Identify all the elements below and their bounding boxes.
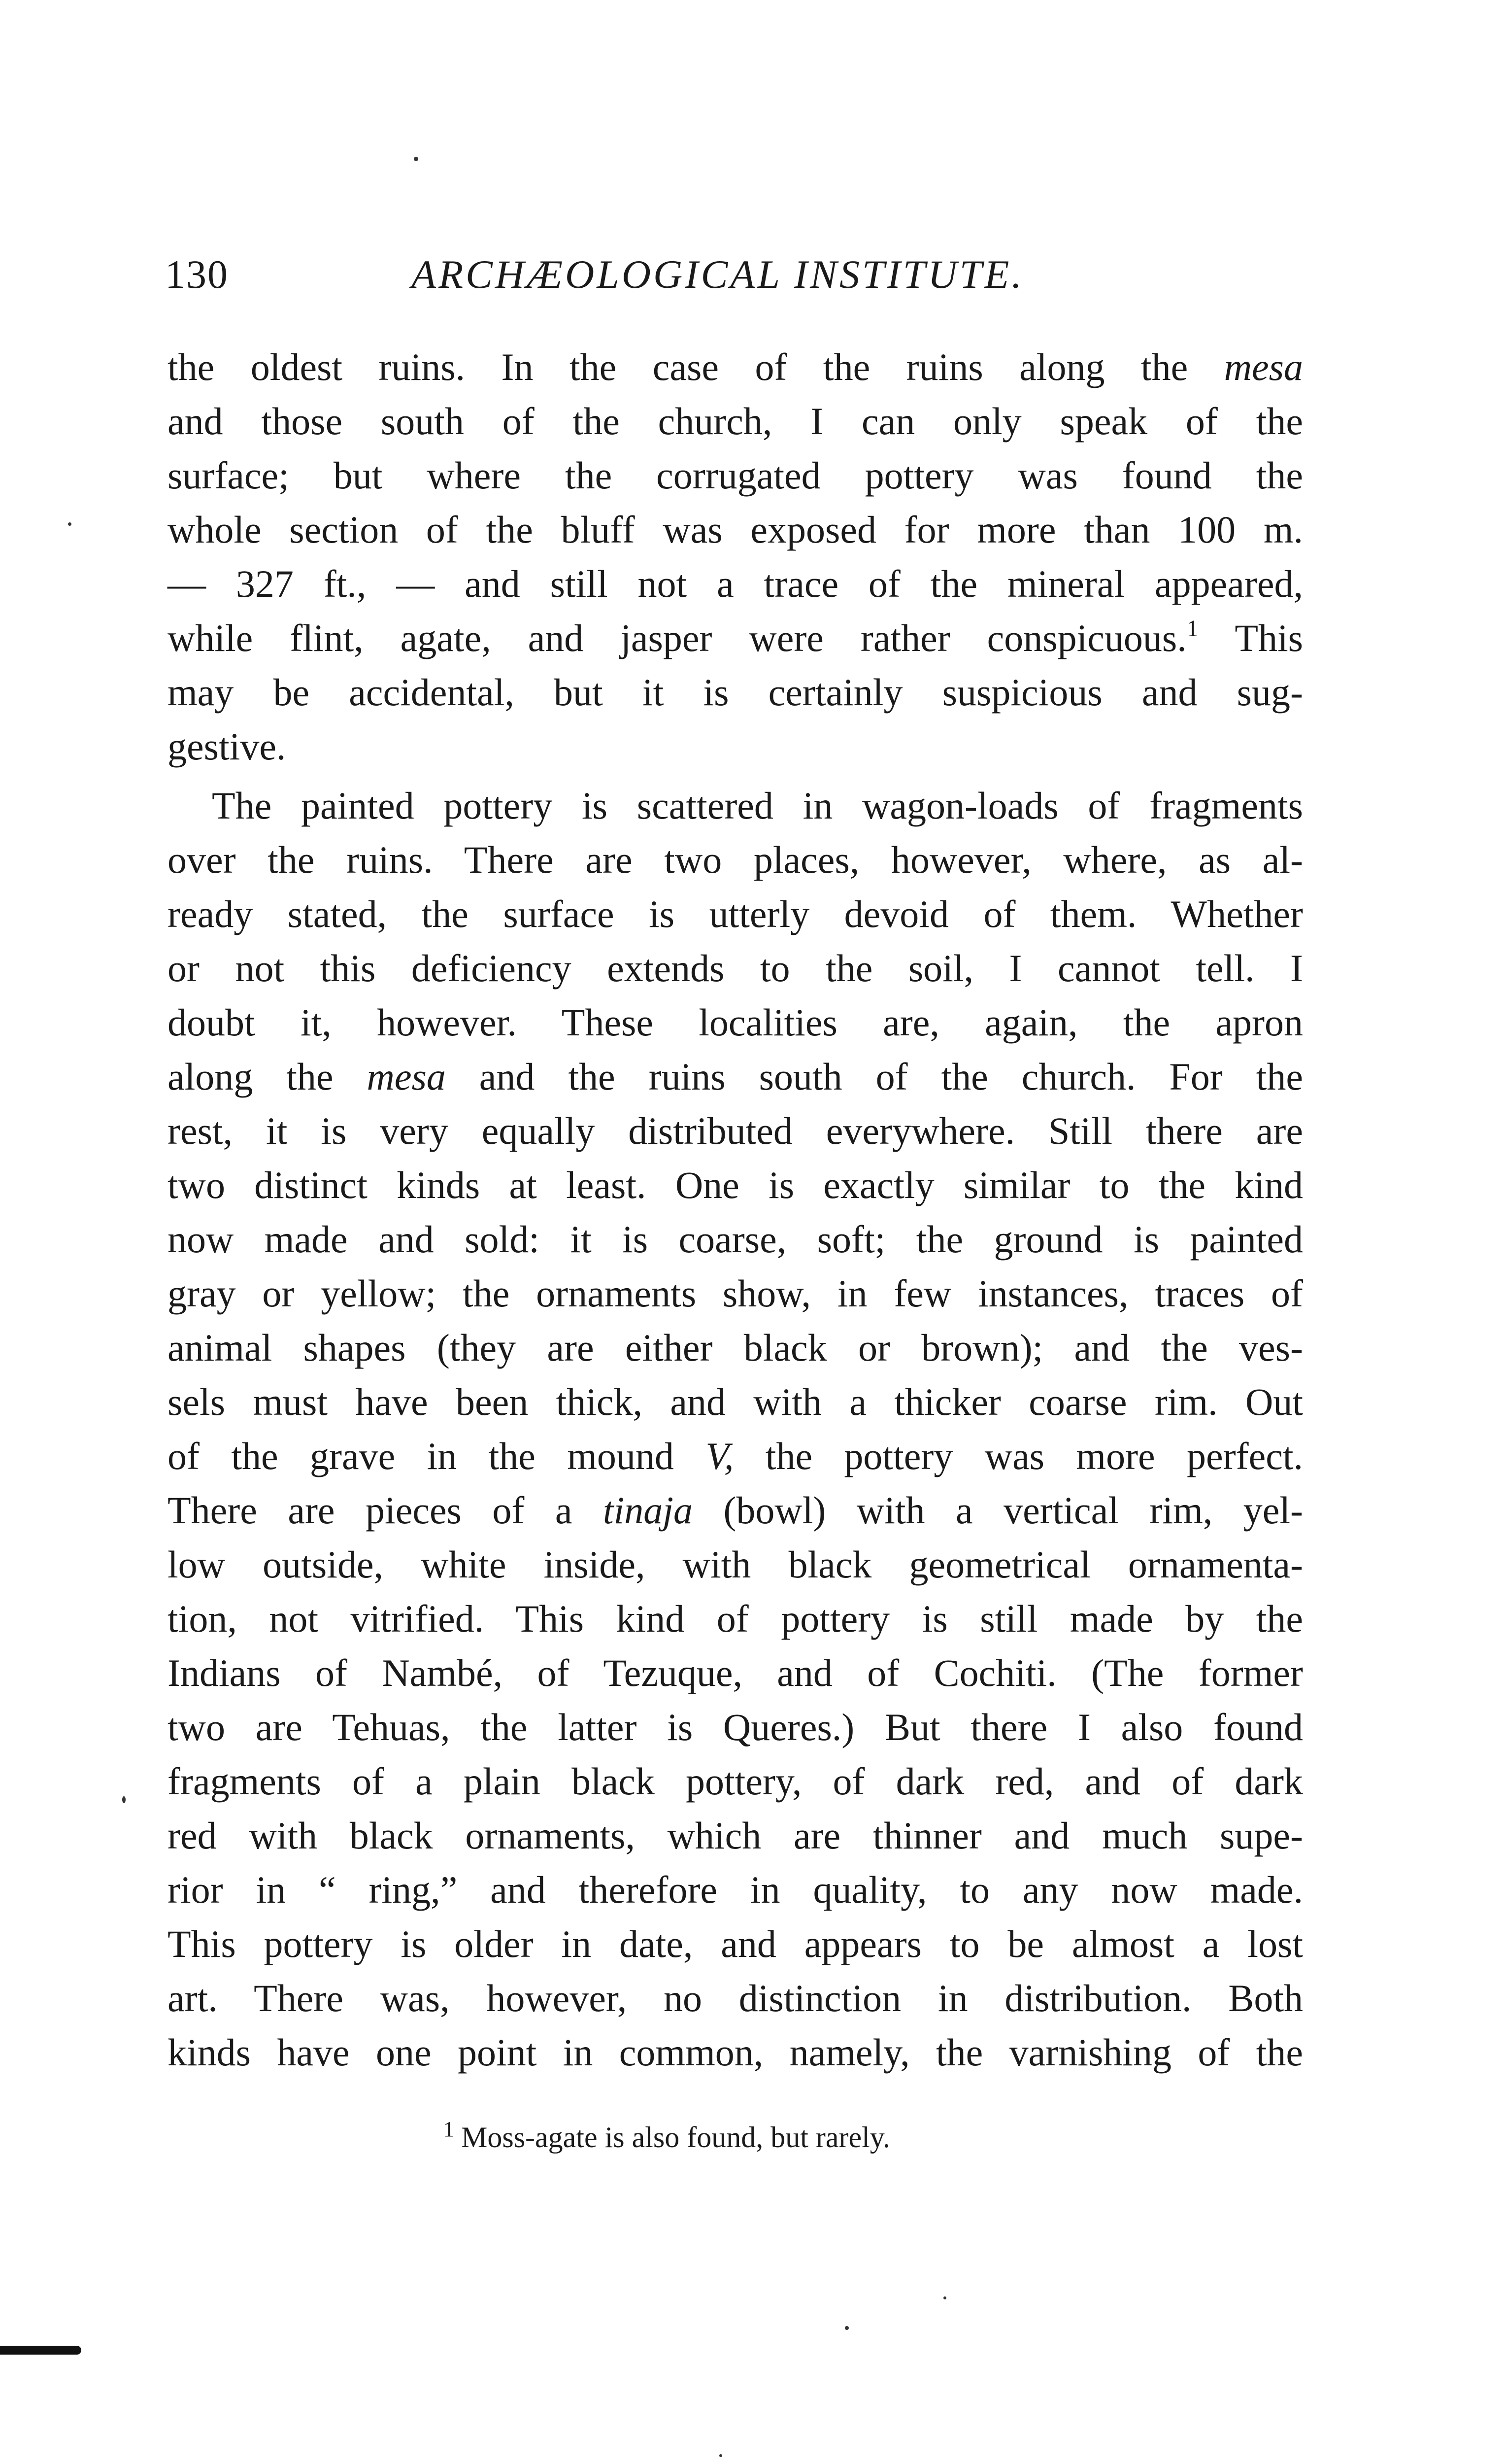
text-line: low outside, white inside, with black geometrical ornamenta-	[167, 1543, 1303, 1586]
text-line: There are pieces of a tinaja (bowl) with a vertical rim, yel-	[167, 1489, 1304, 1532]
footnote-reference: 1	[1186, 616, 1199, 642]
page-number: 130	[165, 252, 229, 297]
text-line: whole section of the bluff was exposed for more than 100 m.	[167, 508, 1303, 551]
paragraph-2	[167, 779, 1303, 2080]
scan-speck	[719, 2454, 722, 2457]
paragraph-1	[167, 340, 1303, 774]
text-line: art. There was, however, no distinction in distribution. Both	[167, 1977, 1303, 2019]
text-line: animal shapes (they are either black or brown); and the ves-	[167, 1326, 1303, 1369]
text-line: along the mesa and the ruins south of the church. For the	[167, 1055, 1304, 1098]
text-line: gray or yellow; the ornaments show, in few instances, traces of	[167, 1272, 1303, 1315]
scan-speck	[943, 2296, 946, 2299]
scan-speck	[414, 157, 418, 161]
scan-speck	[845, 2326, 849, 2330]
text-line: gestive.	[167, 725, 286, 768]
text-line: The painted pottery is scattered in wagon-loads of fragments	[212, 784, 1303, 827]
running-head: ARCHÆOLOGICAL INSTITUTE.	[411, 252, 1024, 297]
footnote-text: Moss-agate is also found, but rarely.	[461, 2121, 890, 2154]
text-line: of the grave in the mound V, the pottery was more perfect.	[167, 1435, 1304, 1477]
text-line: This pottery is older in date, and appears to be almost a lost	[167, 1922, 1303, 1965]
footnote	[443, 2117, 890, 2155]
text-line: rest, it is very equally distributed everywhere. Still there are	[167, 1109, 1303, 1152]
page-header	[165, 251, 1303, 306]
text-line: surface; but where the corrugated pottery was found the	[167, 454, 1303, 497]
text-line: now made and sold: it is coarse, soft; the ground is painted	[167, 1218, 1303, 1261]
text-line: two distinct kinds at least. One is exactly similar to the kind	[167, 1164, 1303, 1206]
scan-speck	[68, 522, 71, 526]
text-line: rior in “ ring,” and therefore in quality, to any now made.	[167, 1868, 1303, 1911]
text-line: ready stated, the surface is utterly devoid of them. Whether	[167, 892, 1303, 935]
text-line: or not this deficiency extends to the soil, I cannot tell. I	[167, 947, 1303, 990]
text-line: fragments of a plain black pottery, of dark red, and of dark	[167, 1760, 1303, 1803]
scan-edge-mark	[0, 2346, 81, 2355]
text-line: kinds have one point in common, namely, the varnishing of the	[167, 2031, 1303, 2074]
text-line: Indians of Nambé, of Tezuque, and of Cochiti. (The former	[167, 1651, 1303, 1694]
text-line: the oldest ruins. In the case of the ruins along the mesa	[167, 345, 1304, 388]
text-line: and those south of the church, I can only speak of the	[167, 400, 1303, 443]
text-line: doubt it, however. These localities are, again, the apron	[167, 1001, 1303, 1044]
text-line: red with black ornaments, which are thinner and much supe-	[167, 1814, 1303, 1857]
text-line: two are Tehuas, the latter is Queres.) But there I also found	[167, 1706, 1303, 1748]
text-line: while flint, agate, and jasper were rather conspicuous.$^1$ This	[167, 616, 1304, 659]
text-line: over the ruins. There are two places, however, where, as al-	[167, 838, 1303, 881]
footnote-mark: 1	[443, 2117, 454, 2141]
text-line: — 327 ft., — and still not a trace of the mineral appeared,	[167, 562, 1303, 605]
text-line: sels must have been thick, and with a thicker coarse rim. Out	[167, 1380, 1303, 1423]
scan-speck	[122, 1796, 126, 1803]
text-line: tion, not vitrified. This kind of pottery is still made by the	[167, 1597, 1303, 1640]
body-text	[167, 340, 1303, 2080]
text-line: may be accidental, but it is certainly suspicious and sug-	[167, 671, 1303, 714]
